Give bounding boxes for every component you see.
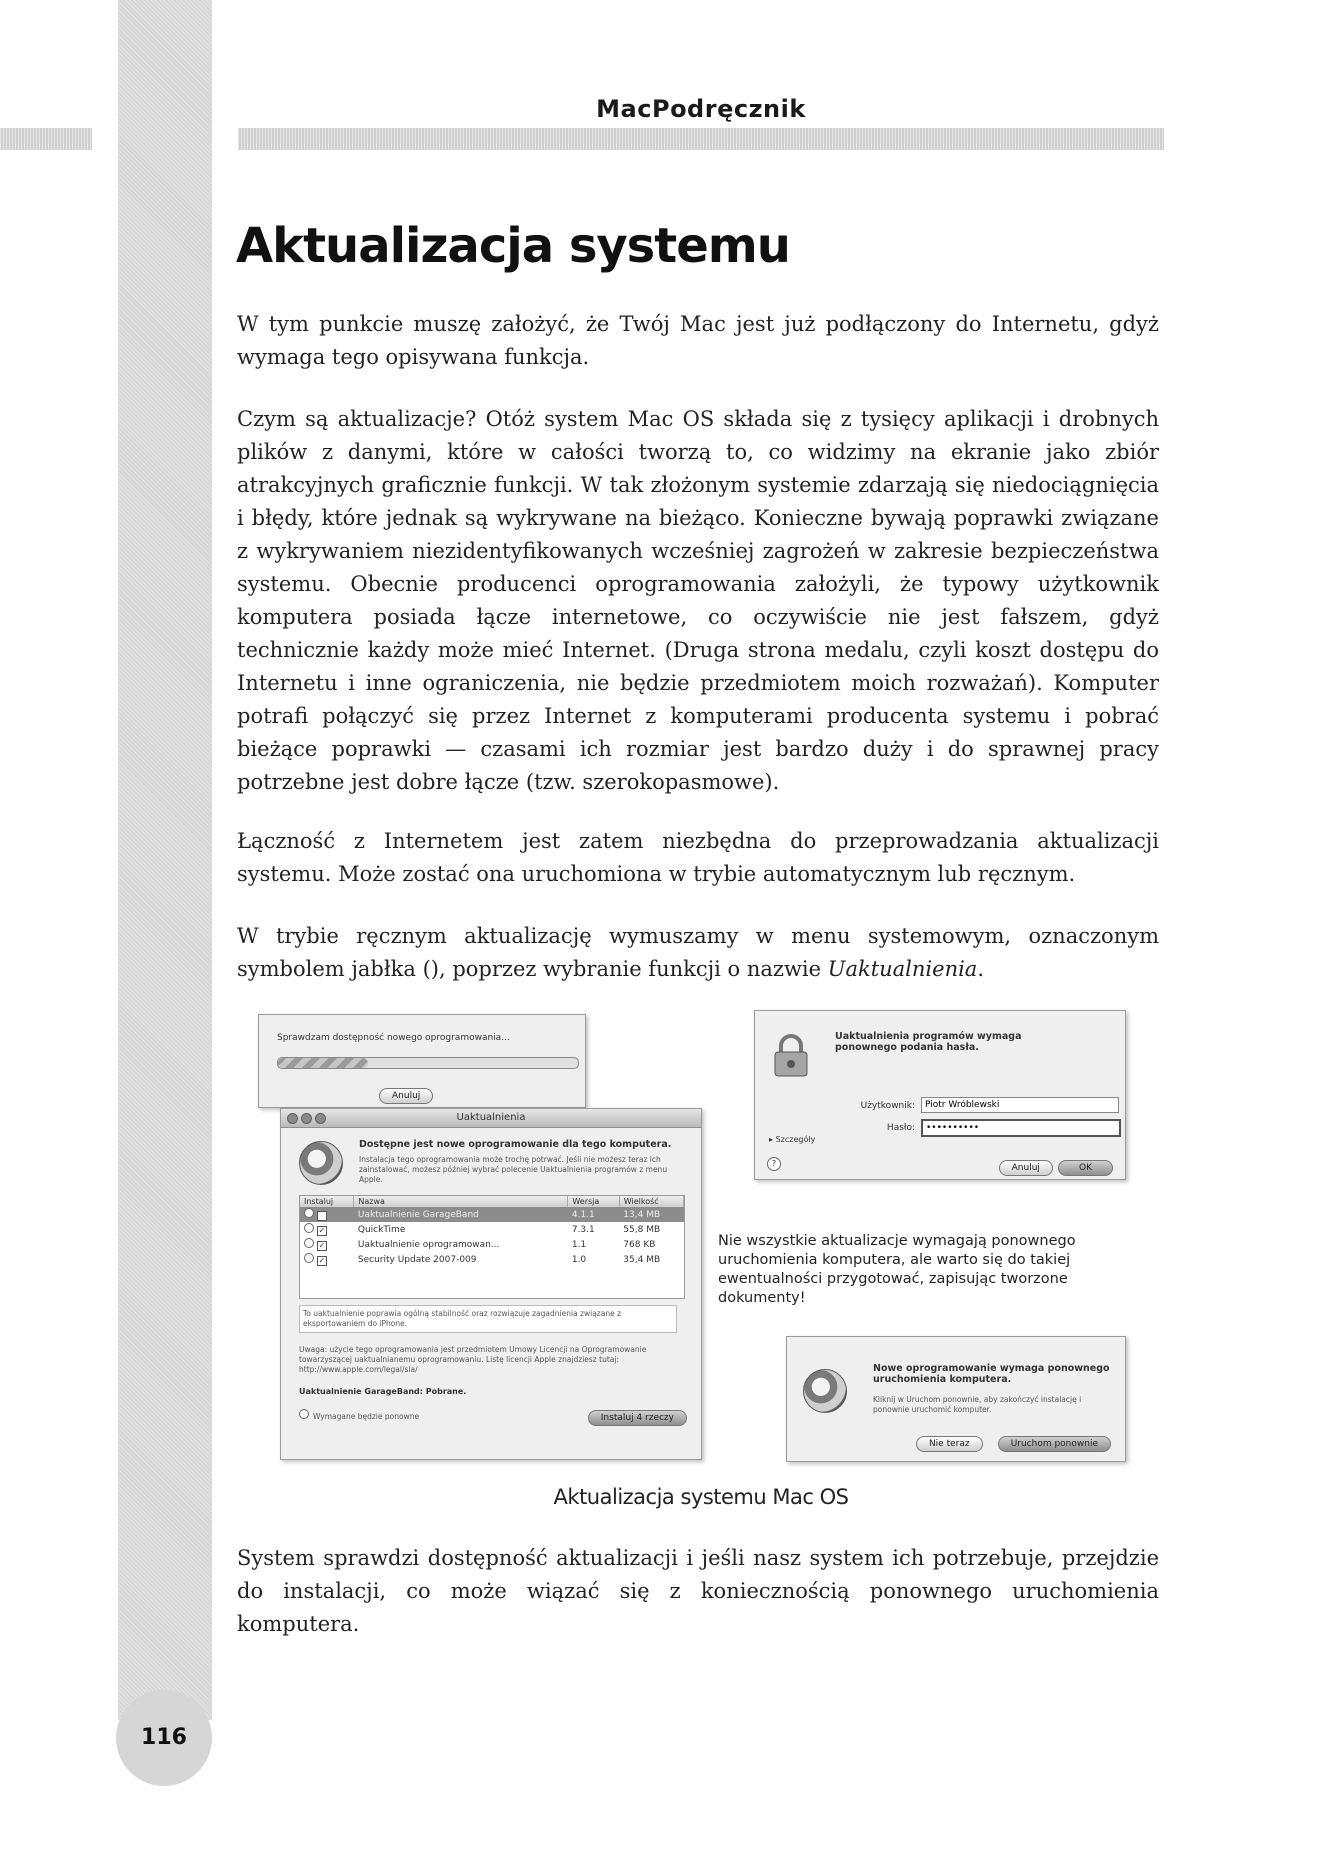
disclosure-triangle-icon: ▸	[769, 1135, 774, 1144]
password-field[interactable]	[921, 1119, 1121, 1137]
table-row[interactable]: ✓ Uaktualnienie GarageBand 4.1.1 13,4 MB	[300, 1207, 684, 1222]
header-rule-left	[0, 128, 92, 150]
figure-screenshots	[258, 1010, 1124, 1460]
paragraph-manual-mode: W trybie ręcznym aktualizację wymuszamy w menu systemowym, oznaczonym symbolem jabłka (), poprzez wybranie funkcji o nazwie Uaktualnienia.	[237, 924, 1159, 981]
paragraph-updates: Czym są aktualizacje? Otóż system Mac OS składa się z tysięcy aplikacji i drobnych plików z danymi, które w całości tworzą to, co widzimy na ekranie jako zbiór atrakcyjnych graficznie funkcji. W tak złożonym systemie zdarzają się niedociągnięcia i błędy, które jednak są wykrywane na bieżąco. Konieczne bywają poprawki związane z wykrywaniem niezidentyfikowanych wcześniej zagrożeń w zakresie bezpieczeństwa systemu. Obecnie producenci oprogramowania założyli, że typowy użytkownik komputera posiada łącze internetowe, co oczywiście nie jest fałszem, gdyż technicznie każdy może mieć Internet. (Druga strona medalu, czyli koszt dostępu do Internetu i inne ograniczenia, nie będzie przedmiotem moich rozważań). Komputer potrafi połączyć się przez Internet z komputerami producenta systemu i pobrać bieżące poprawki — czasami ich rozmiar jest bardzo duży i do sprawnej pracy potrzebne jest dobre łącze (tzw. szerokopasmowe).	[237, 407, 1159, 794]
restart-heading: Nowe oprogramowanie wymaga ponownego uruchomienia komputera.	[873, 1363, 1110, 1385]
auth-dialog	[754, 1010, 1126, 1180]
paragraph-connectivity: Łączność z Internetem jest zatem niezbędna do przeprowadzania aktualizacji systemu. Może zostać ona uruchomiona w trybie automatycznym lub ręcznym.	[237, 829, 1159, 886]
updates-intro: Instalacja tego oprogramowania może trochę potrwać. Jeśli nie możesz teraz ich zainstalować, możesz później wybrać polecenie Uaktualnienia programów z menu Apple.	[359, 1155, 668, 1184]
checking-text: Sprawdzam dostępność nowego oprogramowania...	[277, 1033, 510, 1043]
not-now-button[interactable]: Nie teraz	[916, 1436, 983, 1452]
install-checkbox[interactable]: ✓	[318, 1211, 326, 1220]
progress-fill	[278, 1058, 368, 1068]
column-install[interactable]: Instaluj	[300, 1196, 354, 1207]
software-update-icon	[803, 1369, 847, 1413]
running-title: MacPodręcznik	[596, 95, 806, 123]
zoom-icon[interactable]	[315, 1113, 326, 1124]
install-button[interactable]: Instaluj 4 rzeczy	[588, 1410, 687, 1426]
restart-dialog	[786, 1336, 1126, 1462]
window-title: Uaktualnienia	[456, 1112, 526, 1123]
paragraph-final: System sprawdzi dostępność aktualizacji i jeśli nasz system ich potrzebuje, przejdzie do instalacji, co może wiązać się z koniecznością ponownego uruchomienia komputera.	[237, 1546, 1159, 1636]
username-field[interactable]	[921, 1097, 1119, 1113]
license-note: Uwaga: użycie tego oprogramowania jest przedmiotem Umowy Licencji na Oprogramowanie towarzyszącej uaktualnianemu oprogramowaniu. Listę licencji Apple znajdziesz tutaj: http://www.apple.com/legal/sla/	[299, 1345, 647, 1374]
lock-icon	[771, 1033, 811, 1077]
tip-note: Nie wszystkie aktualizacje wymagają ponownego uruchomienia komputera, ale warto się do takiej ewentualności przygotować, zapisując tworzone dokumenty!	[718, 1233, 1076, 1306]
margin-band	[118, 0, 212, 1720]
minimize-icon[interactable]	[301, 1113, 312, 1124]
progress-bar	[277, 1057, 579, 1069]
updates-table	[299, 1195, 685, 1299]
install-checkbox[interactable]: ✓	[318, 1226, 326, 1235]
updates-window	[280, 1108, 702, 1460]
help-icon[interactable]: ?	[767, 1157, 781, 1171]
page-number: 116	[116, 1690, 212, 1786]
download-status: Uaktualnienie GarageBand: Pobrane.	[299, 1387, 467, 1396]
software-update-icon	[299, 1141, 343, 1185]
table-row[interactable]: ✓ Security Update 2007-009 1.0 35,4 MB	[300, 1252, 684, 1267]
column-version[interactable]: Wersja	[568, 1196, 619, 1207]
username-label: Użytkownik:	[860, 1101, 915, 1111]
table-row[interactable]: ✓ QuickTime 7.3.1 55,8 MB	[300, 1222, 684, 1237]
figure-caption: Aktualizacja systemu Mac OS	[553, 1485, 849, 1509]
auth-ok-button[interactable]: OK	[1058, 1160, 1113, 1176]
restart-icon	[299, 1409, 309, 1419]
restart-text: Kliknij w Uruchom ponownie, aby zakończyć instalację i ponownie uruchomić komputer.	[873, 1395, 1082, 1414]
header-rule	[238, 128, 1164, 150]
column-size[interactable]: Wielkość	[619, 1196, 683, 1207]
window-titlebar	[281, 1109, 701, 1128]
cancel-check-button[interactable]: Anuluj	[379, 1088, 433, 1104]
install-checkbox[interactable]: ✓	[318, 1241, 326, 1250]
column-name[interactable]: Nazwa	[354, 1196, 568, 1207]
page-title: Aktualizacja systemu	[236, 218, 790, 274]
auth-cancel-button[interactable]: Anuluj	[999, 1160, 1053, 1176]
paragraph-intro: W tym punkcie muszę założyć, że Twój Mac jest już podłączony do Internetu, gdyż wymaga tego opisywana funkcja.	[237, 312, 1159, 369]
close-icon[interactable]	[287, 1113, 298, 1124]
restart-required-note: Wymagane będzie ponowne	[299, 1409, 419, 1422]
auth-heading: Uaktualnienia programów wymaga ponownego podania hasła.	[835, 1031, 1022, 1053]
table-row[interactable]: ✓ Uaktualnienie oprogramowan... 1.1 768 KB	[300, 1237, 684, 1252]
checking-dialog	[258, 1014, 586, 1108]
update-description: To uaktualnienie poprawia ogólną stabilność oraz rozwiązuje zagadnienia związane z eksportowaniem do iPhone.	[299, 1305, 677, 1333]
details-disclosure[interactable]: ▸ Szczegóły	[769, 1135, 816, 1144]
install-checkbox[interactable]: ✓	[318, 1256, 326, 1265]
restart-button[interactable]: Uruchom ponownie	[998, 1436, 1111, 1452]
updates-heading: Dostępne jest nowe oprogramowanie dla tego komputera.	[359, 1139, 672, 1150]
menu-item-name: Uaktualnienia	[827, 957, 978, 981]
password-label: Hasło:	[886, 1123, 915, 1133]
